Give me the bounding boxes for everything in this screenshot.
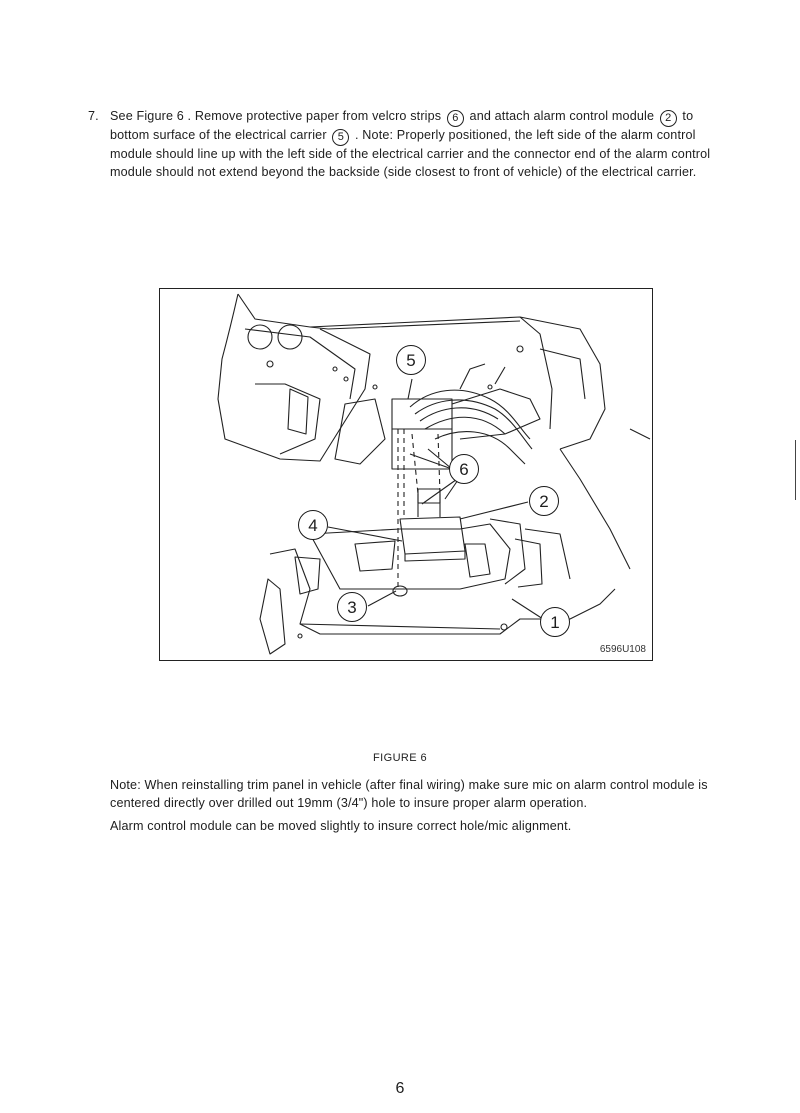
alignment-note: Alarm control module can be moved slightly to insure correct hole/mic alignment. [110, 819, 572, 833]
step-text-segment: See Figure 6 . Remove protective paper from velcro strips [110, 109, 442, 123]
page-number: 6 [395, 1080, 405, 1097]
step-text-segment: to bottom surface of the electrical carrier [110, 109, 694, 142]
step-text-segment: and attach alarm control module [469, 109, 655, 123]
callout-1: 1 [540, 607, 570, 637]
callout-5: 5 [396, 345, 426, 375]
callout-2: 2 [529, 486, 559, 516]
callout-ref-2: 2 [660, 110, 677, 127]
scan-edge-mark [795, 440, 796, 500]
callout-4: 4 [298, 510, 328, 540]
step-text [110, 108, 728, 181]
step-number: 7. [88, 109, 99, 123]
step-text-segment: . Note: Properly positioned, the left side of the alarm control module should line up with the left side of the electrical carrier and the connector end of the alarm control module should not extend beyond the backside (side closest to front of vehicle) of the electrical carrier. [110, 128, 711, 179]
callout-ref-6: 6 [447, 110, 464, 127]
reinstall-note: Note: When reinstalling trim panel in vehicle (after final wiring) make sure mic on alarm control module is centered directly over drilled out 19mm (3/4") hole to insure proper alarm operation. [110, 778, 708, 810]
figure-caption: FIGURE 6 [373, 752, 427, 764]
callout-ref-5: 5 [332, 129, 349, 146]
instruction-step [88, 108, 728, 181]
callout-6: 6 [449, 454, 479, 484]
callout-3: 3 [337, 592, 367, 622]
figure-6-illustration [159, 288, 653, 661]
figure-code: 6596U108 [599, 644, 646, 655]
